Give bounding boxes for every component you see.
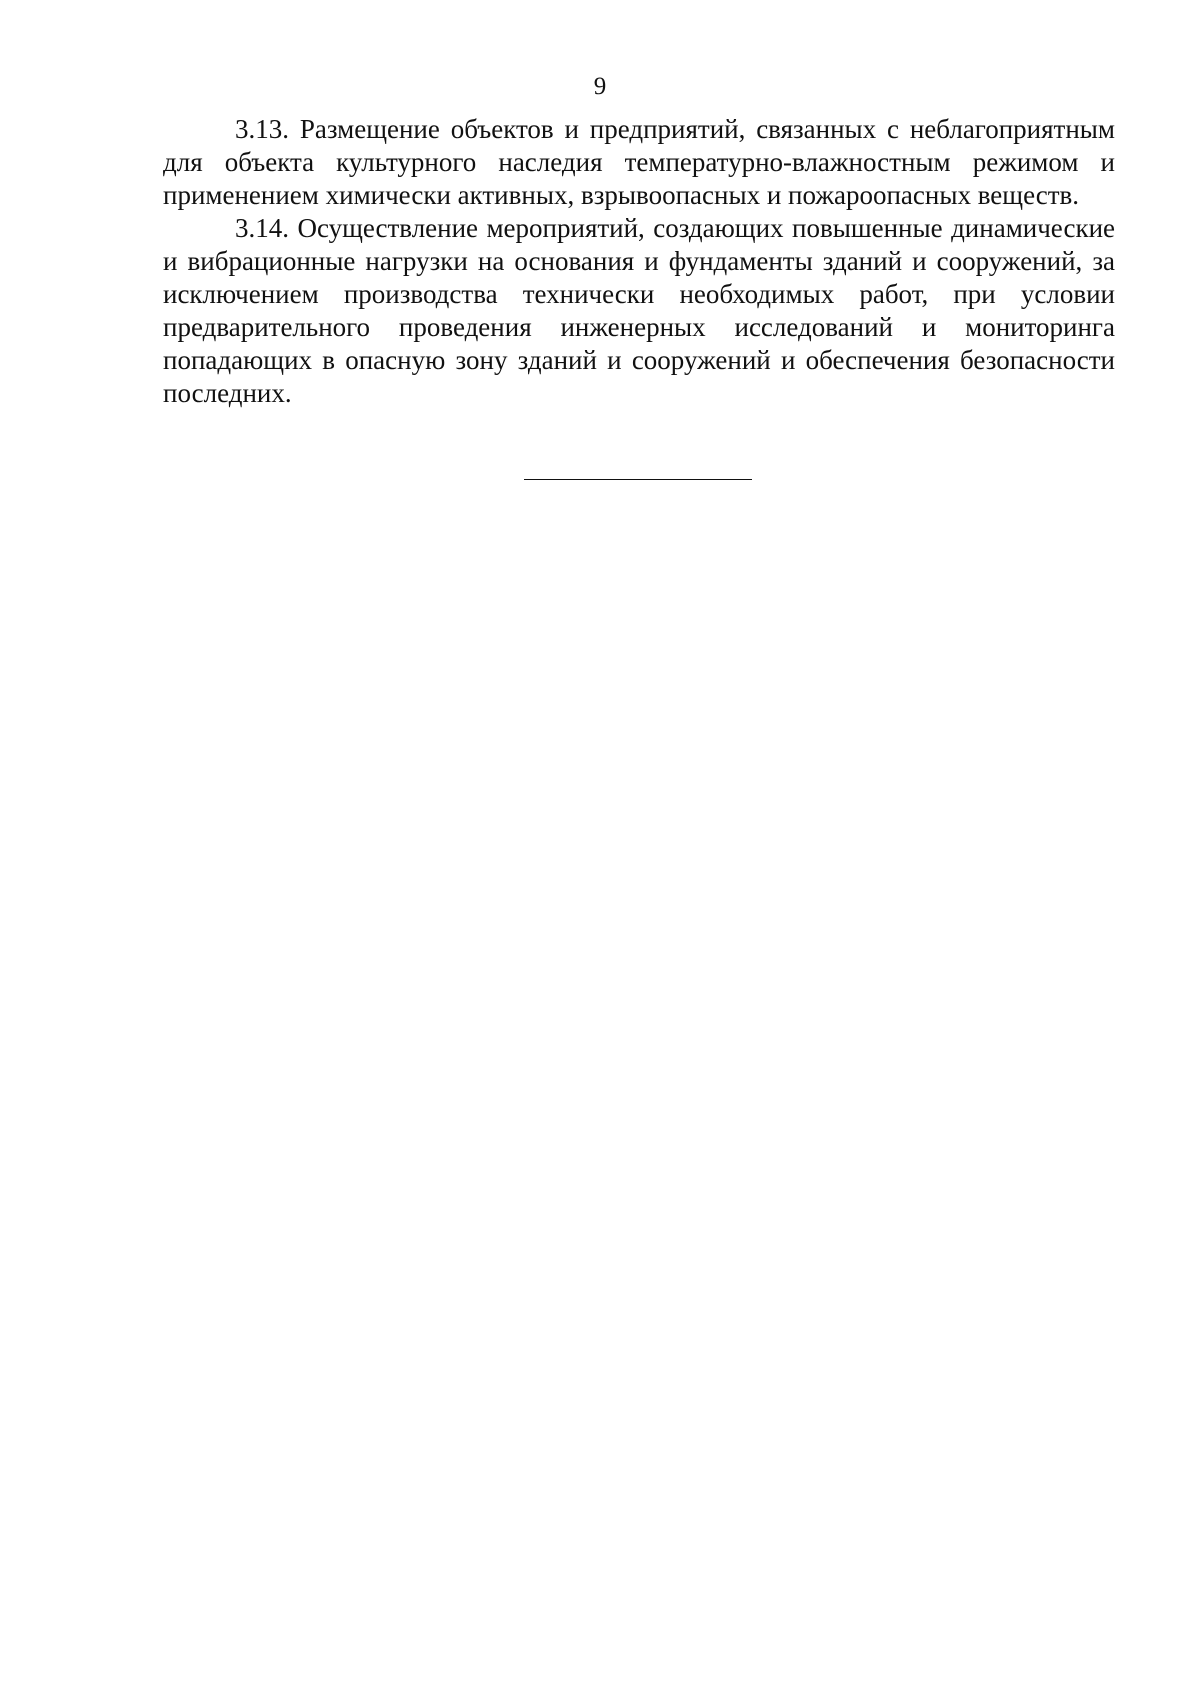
document-body: [163, 113, 1115, 410]
paragraph-3-14: 3.14. Осуществление мероприятий, создающих повышенные динамические и вибрационные нагрузки на основания и фундаменты зданий и сооружений, за исключением производства технически необходимых работ, при условии предварительного проведения инженерных исследований и мониторинга попадающих в опасную зону зданий и сооружений и обеспечения безопасности последних.: [163, 213, 1115, 408]
paragraph-3-13: 3.13. Размещение объектов и предприятий, связанных с неблагоприятным для объекта культурного наследия температурно-влажностным режимом и применением химически активных, взрывоопасных и пожароопасных веществ.: [163, 114, 1115, 210]
end-of-text-divider: [524, 479, 752, 480]
page-number: 9: [593, 73, 607, 100]
